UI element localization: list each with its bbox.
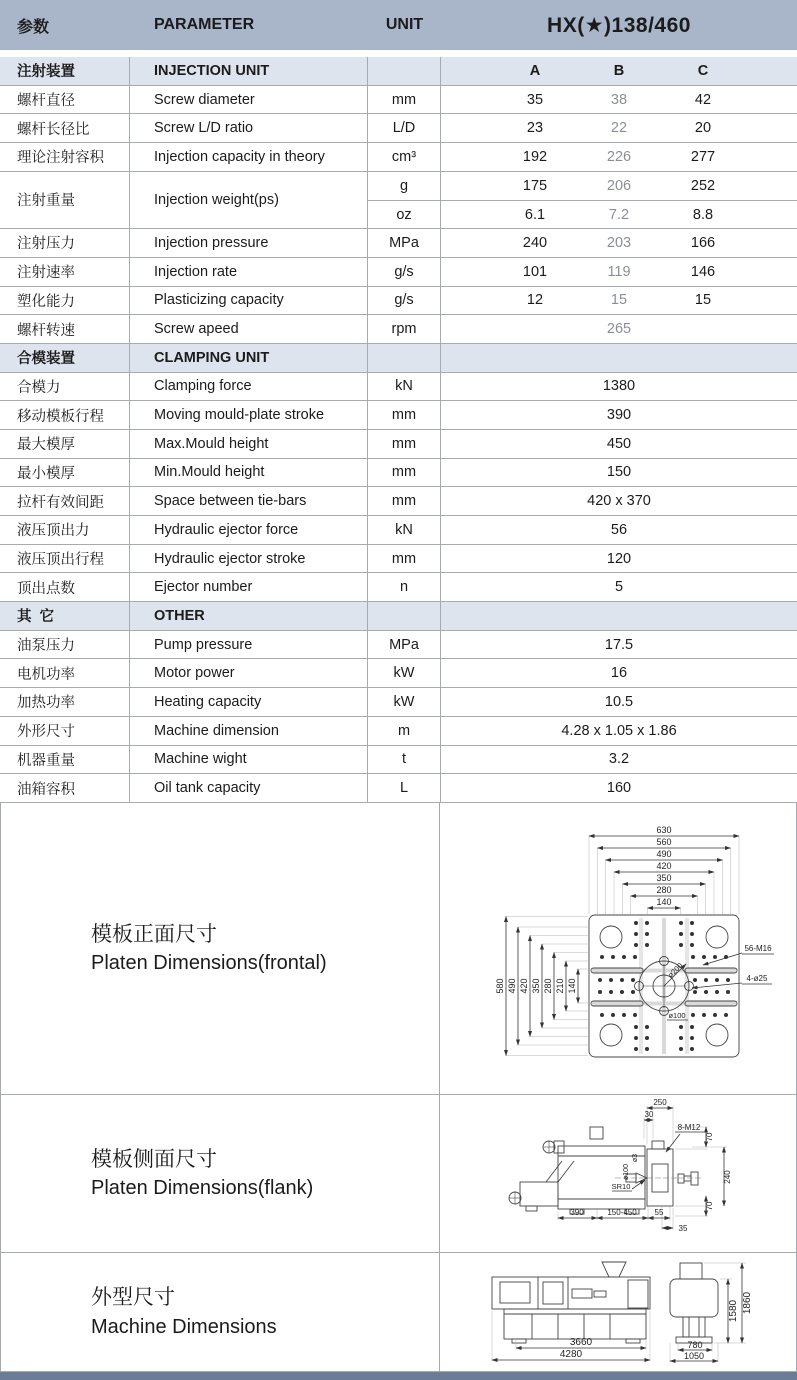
table-row [0, 287, 797, 316]
value-a: 175 [522, 177, 548, 194]
value-a: 35 [526, 91, 544, 108]
param-cn: 移动模板行程 [0, 401, 130, 429]
value-b: 226 [606, 148, 632, 165]
unit-cell: g/s [368, 258, 441, 286]
values-cell [441, 459, 797, 487]
unit-cell: n [368, 573, 441, 601]
param-en: Machine wight [130, 746, 368, 774]
header-gap [0, 50, 797, 57]
unit-cell: mm [368, 401, 441, 429]
platen-flank-drawing [440, 1094, 796, 1252]
table-row [0, 114, 797, 143]
unit-cell: mm [368, 459, 441, 487]
param-cn: 拉杆有效间距 [0, 487, 130, 515]
table-row [0, 688, 797, 717]
values-cell [441, 774, 797, 802]
spec-table [0, 57, 797, 803]
frontal-dim-630: 630 [656, 825, 672, 836]
unit-cell: g [368, 172, 441, 200]
value-merged: 150 [606, 464, 632, 481]
flank-dim-nozzle: ø3 [632, 1154, 639, 1163]
unit-cell [368, 57, 441, 85]
values-cell [441, 86, 797, 114]
value-b: 119 [607, 263, 631, 280]
param-en: Injection capacity in theory [130, 143, 368, 171]
frontal-dim-420h: 420 [656, 861, 672, 872]
flank-dim-390: 390 [570, 1208, 584, 1218]
value-b: 38 [610, 91, 628, 108]
param-en: Clamping force [130, 373, 368, 401]
param-cn: 顶出点数 [0, 573, 130, 601]
unit-cell [368, 602, 441, 630]
frontal-dim-580: 580 [495, 978, 505, 994]
param-en: Plasticizing capacity [130, 287, 368, 315]
machine-dimensions-row [0, 1253, 797, 1372]
table-row [0, 143, 797, 172]
header-unit: UNIT [385, 16, 424, 33]
values-cell [441, 487, 797, 515]
flank-dim-35: 35 [678, 1224, 688, 1234]
table-row [0, 258, 797, 287]
frontal-dim-280h: 280 [656, 885, 672, 896]
table-row [0, 545, 797, 574]
value-c: 15 [694, 292, 712, 309]
section-en: OTHER [130, 602, 368, 630]
section-clamping-unit [0, 344, 797, 373]
values-cell [441, 573, 797, 601]
table-row [0, 401, 797, 430]
table-row [0, 86, 797, 115]
values-cell [441, 631, 797, 659]
unit-cell: L [368, 774, 441, 802]
table-row [0, 746, 797, 775]
frontal-dim-350h: 350 [656, 873, 672, 884]
param-en: Machine dimension [130, 717, 368, 745]
param-cn: 机器重量 [0, 746, 130, 774]
value-merged: 1380 [602, 378, 636, 395]
param-cn: 加热功率 [0, 688, 130, 716]
value-a: 12 [526, 292, 544, 309]
unit-cell: rpm [368, 315, 441, 343]
frontal-dim-420v: 420 [519, 978, 529, 994]
values-cell [441, 717, 797, 745]
flank-dim-250: 250 [653, 1098, 667, 1108]
platen-frontal-row [0, 803, 797, 1095]
section-injection-unit [0, 57, 797, 86]
frontal-dim-490h: 490 [656, 849, 672, 860]
unit-cell: MPa [368, 229, 441, 257]
param-en: Motor power [130, 659, 368, 687]
flank-dim-range: 150-450 [607, 1208, 637, 1218]
param-en: Injection pressure [130, 229, 368, 257]
value-merged: 420 x 370 [587, 493, 651, 510]
param-en: Pump pressure [130, 631, 368, 659]
param-en: Space between tie-bars [130, 487, 368, 515]
flank-dim-30: 30 [644, 1110, 654, 1120]
flank-dim-sr: SR10 [611, 1182, 631, 1192]
value-a: 192 [522, 148, 548, 165]
value-c: 8.8 [692, 206, 714, 223]
value-b: 203 [606, 234, 632, 251]
param-en: Hydraulic ejector stroke [130, 545, 368, 573]
param-cn: 螺杆直径 [0, 86, 130, 114]
param-cn: 注射重量 [0, 172, 130, 228]
param-en: Min.Mould height [130, 459, 368, 487]
frontal-dim-490v: 490 [507, 978, 517, 994]
machine-label-en: Machine Dimensions [91, 1315, 277, 1338]
col-c-label: C [697, 62, 709, 79]
param-cn: 塑化能力 [0, 287, 130, 315]
table-row [0, 459, 797, 488]
values-cell [441, 114, 797, 142]
model-columns [441, 57, 797, 85]
value-merged: 16 [610, 665, 628, 682]
values-cell [441, 688, 797, 716]
bottom-accent-bar [0, 1372, 797, 1380]
value-merged: 120 [606, 550, 632, 567]
param-en: Heating capacity [130, 688, 368, 716]
value-c: 146 [690, 263, 716, 280]
param-en: Screw L/D ratio [130, 114, 368, 142]
value-b: 15 [610, 292, 628, 309]
machine-dimensions-drawing [440, 1252, 796, 1371]
frontal-note-ring: ø100 [668, 1011, 686, 1021]
machine-dim-1050: 1050 [683, 1351, 705, 1362]
value-a: 6.1 [524, 206, 546, 223]
value-c: 277 [690, 148, 716, 165]
table-row [0, 229, 797, 258]
table-row [0, 774, 797, 803]
values-cell [441, 516, 797, 544]
section-cn: 其 它 [0, 602, 130, 630]
param-en: Screw apeed [130, 315, 368, 343]
table-row [0, 573, 797, 602]
values-cell [441, 201, 797, 228]
value-a: 23 [526, 120, 544, 137]
value-b: 206 [606, 177, 632, 194]
flank-note-bolts: 8-M12 [677, 1123, 701, 1133]
values-cell [441, 287, 797, 315]
unit-cell: kW [368, 688, 441, 716]
param-en: Oil tank capacity [130, 774, 368, 802]
table-row [0, 315, 797, 344]
param-cn: 最小模厚 [0, 459, 130, 487]
value-merged: 17.5 [604, 636, 634, 653]
weight-oz-row [368, 200, 797, 228]
table-row [0, 487, 797, 516]
value-merged: 450 [606, 435, 632, 452]
values-cell [441, 659, 797, 687]
weight-grams-row [368, 172, 797, 200]
section-en: CLAMPING UNIT [130, 344, 368, 372]
col-a-label: A [529, 62, 541, 79]
flank-dim-70-bottom: 70 [705, 1201, 714, 1211]
section-cn: 注射装置 [0, 57, 130, 85]
value-c: 20 [694, 120, 712, 137]
unit-cell: g/s [368, 287, 441, 315]
values-cell [441, 143, 797, 171]
unit-cell: mm [368, 487, 441, 515]
table-row [0, 373, 797, 402]
values-cell [441, 258, 797, 286]
frontal-dim-560: 560 [656, 837, 672, 848]
frontal-label-cn: 模板正面尺寸 [91, 922, 217, 946]
machine-dim-3660: 3660 [569, 1337, 593, 1349]
values-cell [441, 545, 797, 573]
param-cn: 螺杆长径比 [0, 114, 130, 142]
param-cn: 最大模厚 [0, 430, 130, 458]
machine-dim-4280: 4280 [559, 1349, 583, 1361]
unit-cell: oz [368, 201, 441, 228]
section-cn: 合模装置 [0, 344, 130, 372]
frontal-dim-280v: 280 [543, 978, 553, 994]
frontal-dim-210: 210 [555, 978, 565, 994]
section-other [0, 602, 797, 631]
param-cn: 油箱容积 [0, 774, 130, 802]
value-c: 252 [690, 177, 716, 194]
param-en: Screw diameter [130, 86, 368, 114]
flank-dim-ring: ø100 [623, 1164, 630, 1181]
values-cell [441, 401, 797, 429]
value-b: 22 [610, 120, 628, 137]
value-merged: 56 [610, 521, 628, 538]
model-title: HX(★)138/460 [547, 13, 691, 37]
param-en: Max.Mould height [130, 430, 368, 458]
value-a: 240 [522, 234, 548, 251]
table-row [0, 631, 797, 660]
values-cell [441, 229, 797, 257]
unit-cell: cm³ [368, 143, 441, 171]
flank-dim-70-top: 70 [705, 1132, 714, 1142]
header-param-en: PARAMETER [154, 16, 255, 33]
table-row-injection-weight [0, 172, 797, 229]
unit-cell: kW [368, 659, 441, 687]
param-cn: 注射速率 [0, 258, 130, 286]
param-cn: 合模力 [0, 373, 130, 401]
header-bar [0, 0, 797, 50]
frontal-note-bolts: 56-M16 [744, 944, 772, 954]
unit-cell: mm [368, 545, 441, 573]
machine-dim-780: 780 [687, 1340, 703, 1351]
value-merged: 3.2 [608, 751, 630, 768]
value-merged: 5 [614, 579, 624, 596]
param-cn: 外形尺寸 [0, 717, 130, 745]
header-param-cn: 参数 [17, 18, 50, 36]
unit-cell: mm [368, 430, 441, 458]
table-row [0, 516, 797, 545]
section-en: INJECTION UNIT [130, 57, 368, 85]
flank-label-en: Platen Dimensions(flank) [91, 1177, 314, 1200]
flank-label-cn: 模板侧面尺寸 [91, 1147, 217, 1171]
unit-cell: kN [368, 516, 441, 544]
frontal-dim-350v: 350 [531, 978, 541, 994]
table-row [0, 717, 797, 746]
frontal-dim-140v: 140 [567, 978, 577, 994]
machine-label-cn: 外型尺寸 [91, 1286, 175, 1310]
value-merged: 265 [606, 321, 632, 338]
param-en: Hydraulic ejector force [130, 516, 368, 544]
param-en: Injection weight(ps) [130, 172, 368, 228]
platen-flank-row [0, 1095, 797, 1253]
param-cn: 螺杆转速 [0, 315, 130, 343]
param-en: Moving mould-plate stroke [130, 401, 368, 429]
values-cell [441, 430, 797, 458]
value-c: 166 [690, 234, 716, 251]
values-cell [441, 172, 797, 200]
value-b: 7.2 [608, 206, 630, 223]
value-merged: 160 [606, 780, 632, 797]
param-cn: 注射压力 [0, 229, 130, 257]
values-cell [441, 373, 797, 401]
param-cn: 液压顶出力 [0, 516, 130, 544]
param-cn: 油泵压力 [0, 631, 130, 659]
unit-cell: MPa [368, 631, 441, 659]
unit-cell: kN [368, 373, 441, 401]
param-en: Ejector number [130, 573, 368, 601]
param-cn: 理论注射容积 [0, 143, 130, 171]
unit-cell: t [368, 746, 441, 774]
col-b-label: B [613, 62, 625, 79]
param-en: Injection rate [130, 258, 368, 286]
param-cn: 液压顶出行程 [0, 545, 130, 573]
values-cell [441, 315, 797, 343]
value-a: 101 [522, 263, 548, 280]
flank-dim-55: 55 [654, 1208, 664, 1218]
flank-dim-240: 240 [723, 1170, 732, 1185]
value-merged: 390 [606, 407, 632, 424]
unit-cell [368, 344, 441, 372]
machine-dim-1580: 1580 [728, 1300, 739, 1323]
table-row [0, 430, 797, 459]
param-cn: 电机功率 [0, 659, 130, 687]
machine-dim-1860: 1860 [742, 1292, 753, 1315]
value-c: 42 [694, 91, 712, 108]
value-merged: 4.28 x 1.05 x 1.86 [561, 722, 677, 739]
unit-cell: m [368, 717, 441, 745]
values-cell [441, 746, 797, 774]
frontal-label-en: Platen Dimensions(frontal) [91, 952, 327, 975]
table-row [0, 659, 797, 688]
unit-cell: L/D [368, 114, 441, 142]
unit-cell: mm [368, 86, 441, 114]
frontal-dim-140h: 140 [656, 897, 672, 908]
frontal-note-circle: ø200 [666, 961, 685, 980]
value-merged: 10.5 [604, 693, 634, 710]
frontal-note-holes: 4-ø25 [746, 974, 768, 984]
platen-frontal-drawing [440, 802, 796, 1094]
